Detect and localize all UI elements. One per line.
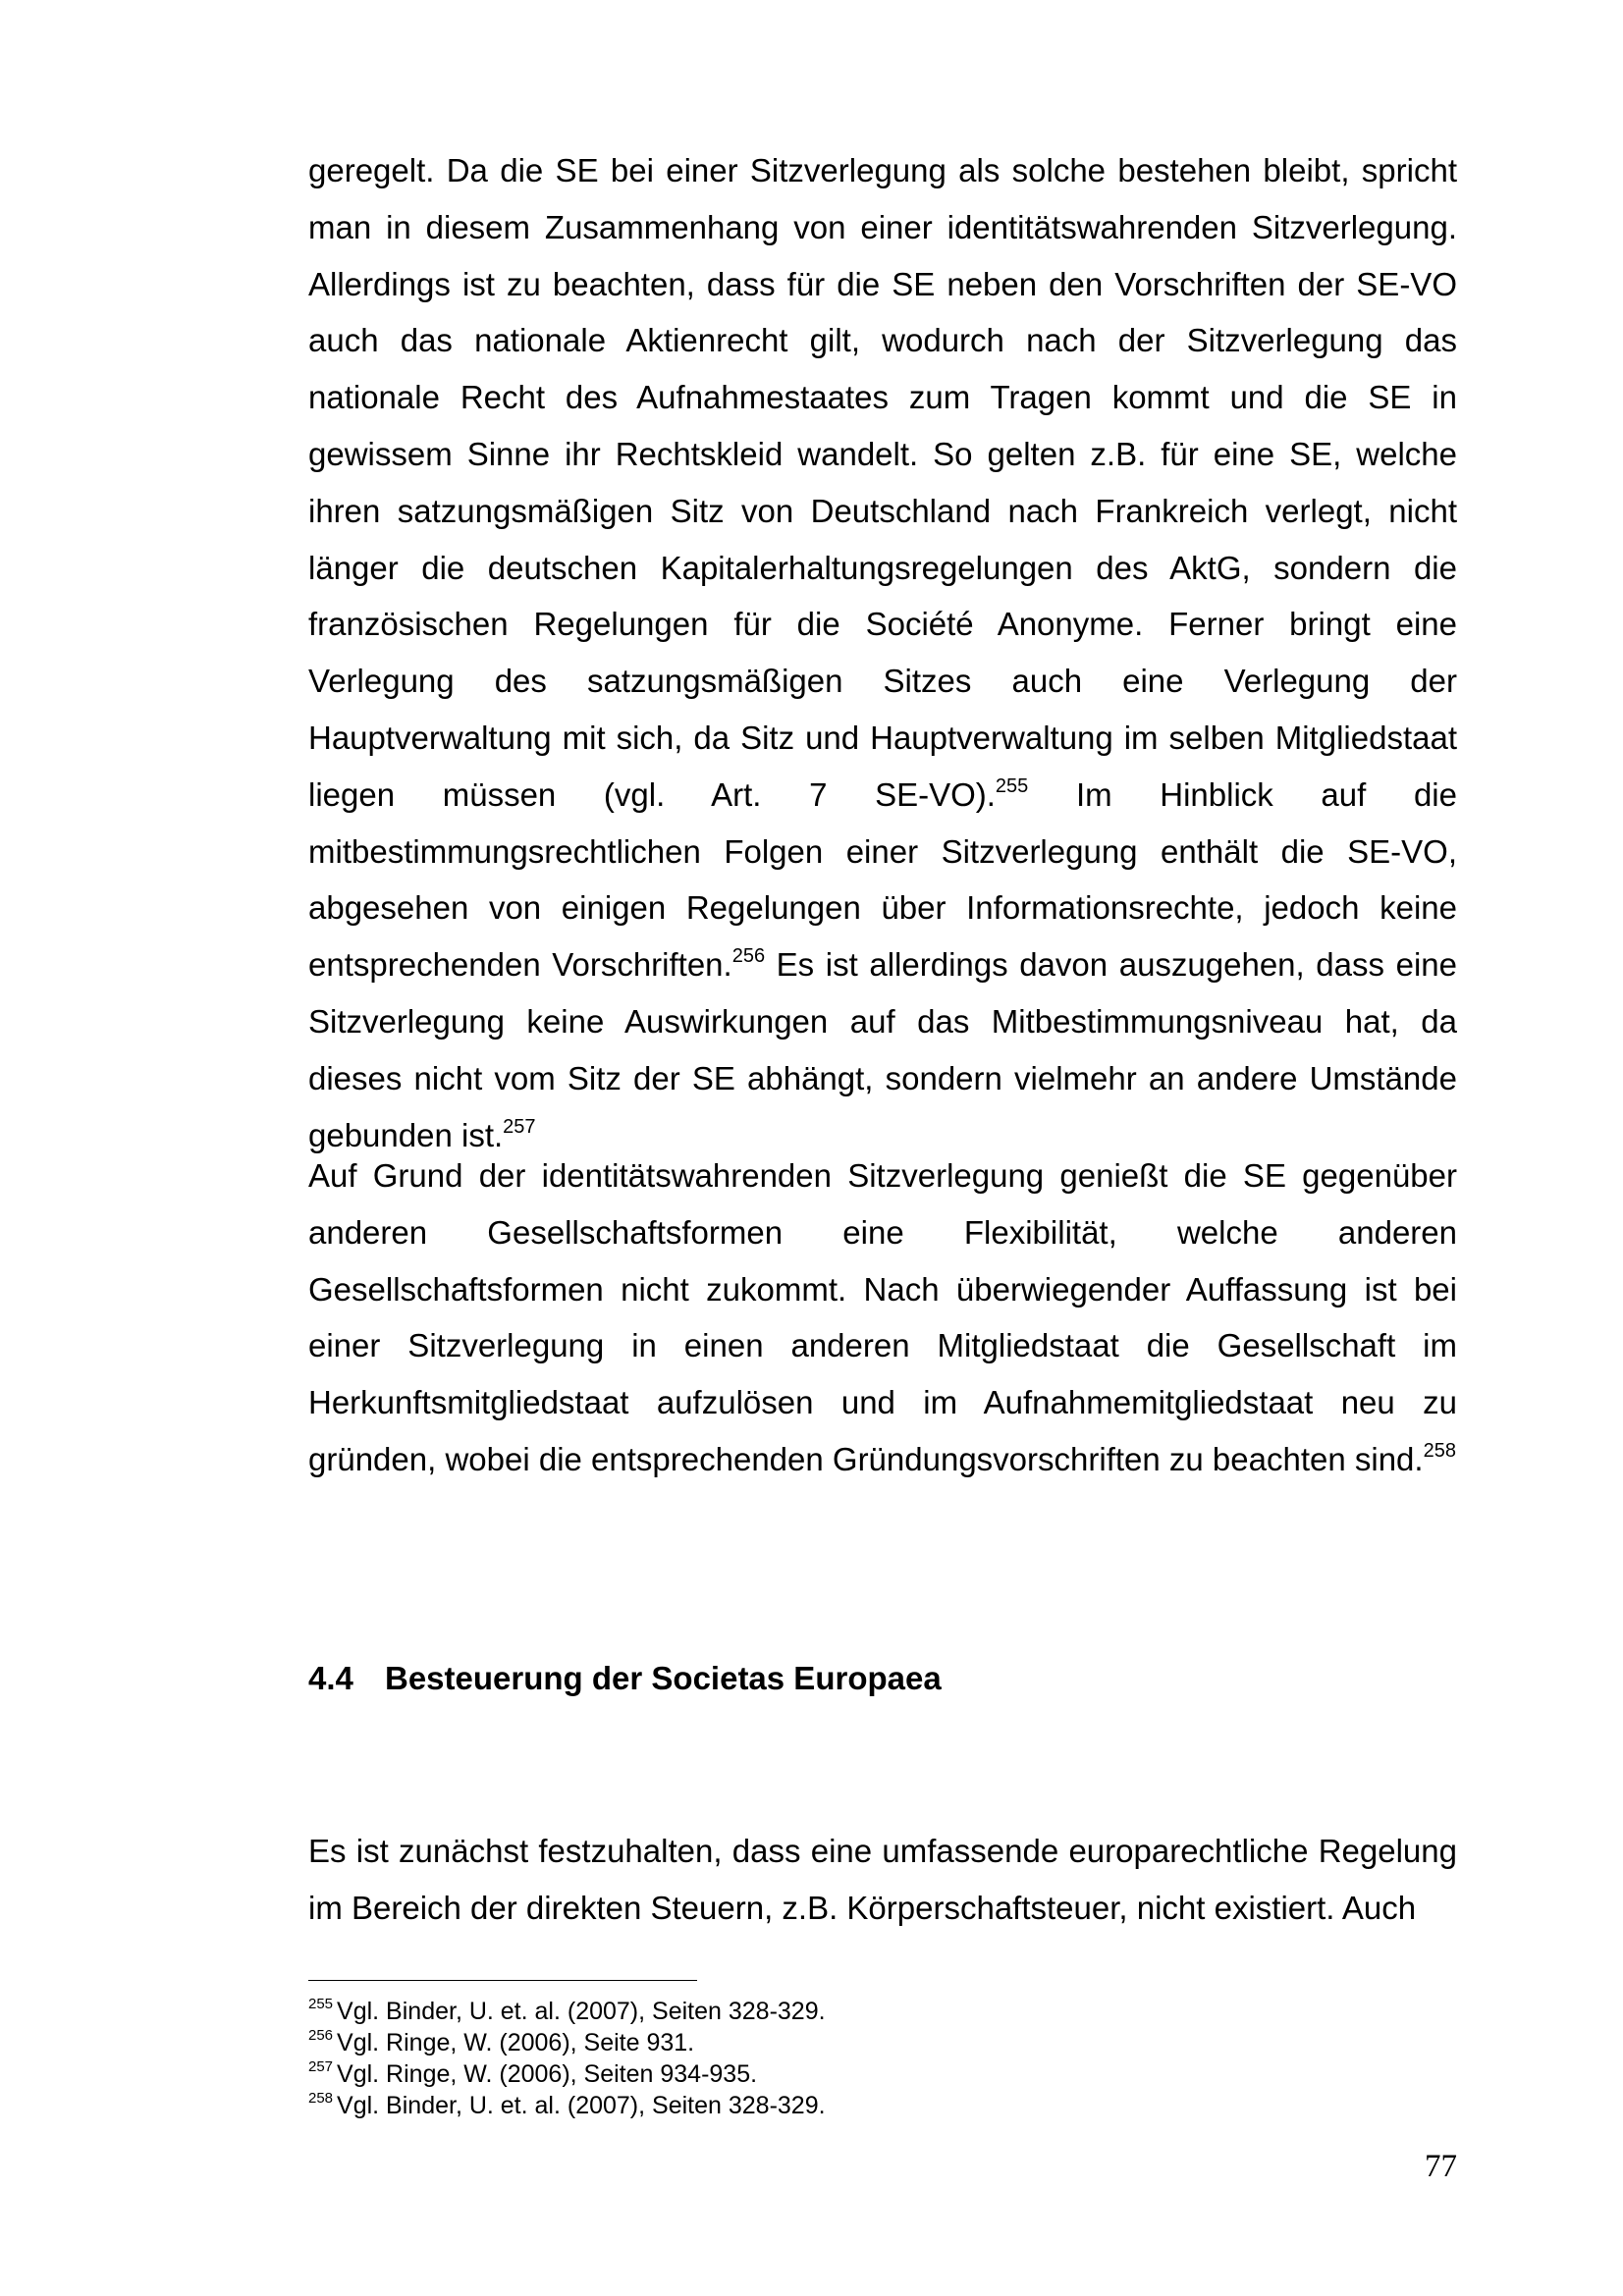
paragraph-text: Auf Grund der identitätswahrenden Sitzverlegung genießt die SE gegenüber anderen Gesellschaftsformen eine Flexibilität, welche anderen Gesellschaftsformen nicht zukommt. Nach überwiegender Auffassung ist bei einer Sitzverlegung in einen anderen Mitgliedstaat die Gesellschaft im Herkunftsmitgliedstaat aufzulösen und im Aufnahmemitgliedstaat neu zu gründen, wobei die entsprechenden Gründungsvorschriften zu beachten sind. xyxy=(308,1157,1457,1477)
footnote-255 xyxy=(308,1996,1457,2027)
footnote-number: 257 xyxy=(308,2058,334,2075)
footnote-258 xyxy=(308,2090,1457,2121)
paragraph-text: geregelt. Da die SE bei einer Sitzverlegung als solche bestehen bleibt, spricht man in diesem Zusammenhang von einer identitätswahrenden Sitzverlegung. Allerdings ist zu beachten, dass für die SE neben den Vorschriften der SE-VO auch das nationale Aktienrecht gilt, wodurch nach der Sitzverlegung das nationale Recht des Aufnahmestaates zum Tragen kommt und die SE in gewissem Sinne ihr Rechtskleid wandelt. So gelten z.B. für eine SE, welche ihren satzungsmäßigen Sitz von Deutschland nach Frankreich verlegt, nicht länger die deutschen Kapitalerhaltungsregelungen des AktG, sondern die französischen Regelungen für die Société Anonyme. Ferner bringt eine Verlegung des satzungsmäßigen Sitzes auch eine Verlegung der Hauptverwaltung mit sich, da Sitz und Hauptverwaltung im selben Mitgliedstaat liegen müssen (vgl. Art. 7 SE-VO). xyxy=(308,152,1457,813)
footnote-reference-255[interactable]: 255 xyxy=(995,774,1029,797)
footnote-text: Vgl. Ringe, W. (2006), Seite 931. xyxy=(337,2029,695,2056)
section-title: Besteuerung der Societas Europaea xyxy=(385,1660,942,1696)
page-number: 77 xyxy=(1425,2149,1457,2184)
footnote-number: 256 xyxy=(308,2027,334,2044)
footnote-256 xyxy=(308,2027,1457,2058)
section-heading xyxy=(308,1657,1457,1700)
body-paragraph-2 xyxy=(308,1148,1457,1488)
footnote-reference-257[interactable]: 257 xyxy=(503,1115,536,1138)
paragraph-text: Es ist zunächst festzuhalten, dass eine umfassende europarechtliche Regelung im Bereich der direkten Steuern, z.B. Körperschaftsteuer, nicht existiert. Auch xyxy=(308,1833,1457,1926)
footnote-number: 258 xyxy=(308,2090,334,2107)
footnote-text: Vgl. Ringe, W. (2006), Seiten 934-935. xyxy=(337,2060,758,2088)
footnote-number: 255 xyxy=(308,1996,334,2012)
footnote-text: Vgl. Binder, U. et. al. (2007), Seiten 328-329. xyxy=(337,2092,826,2119)
body-paragraph-1 xyxy=(308,142,1457,1163)
footnote-separator xyxy=(308,1980,697,1981)
section-number: 4.4 xyxy=(308,1660,353,1696)
footnote-reference-256[interactable]: 256 xyxy=(731,945,766,968)
paragraph-text: Es ist allerdings davon auszugehen, dass eine Sitzverlegung keine Auswirkungen auf das Mitbestimmungsniveau hat, da dieses nicht vom Sitz der SE abhängt, sondern vielmehr an andere Umstände gebunden ist. xyxy=(308,946,1457,1153)
paragraph-text: Im Hinblick auf die mitbestimmungsrechtlichen Folgen einer Sitzverlegung enthält die SE-VO, abgesehen von einigen Regelungen über Informationsrechte, jedoch keine entsprechenden Vorschriften. xyxy=(308,775,1457,984)
footnote-text: Vgl. Binder, U. et. al. (2007), Seiten 328-329. xyxy=(337,1998,826,2025)
footnote-reference-258[interactable]: 258 xyxy=(1423,1439,1456,1462)
footnote-257 xyxy=(308,2058,1457,2090)
footnotes xyxy=(308,1996,1457,2121)
body-paragraph-3 xyxy=(308,1823,1457,1937)
